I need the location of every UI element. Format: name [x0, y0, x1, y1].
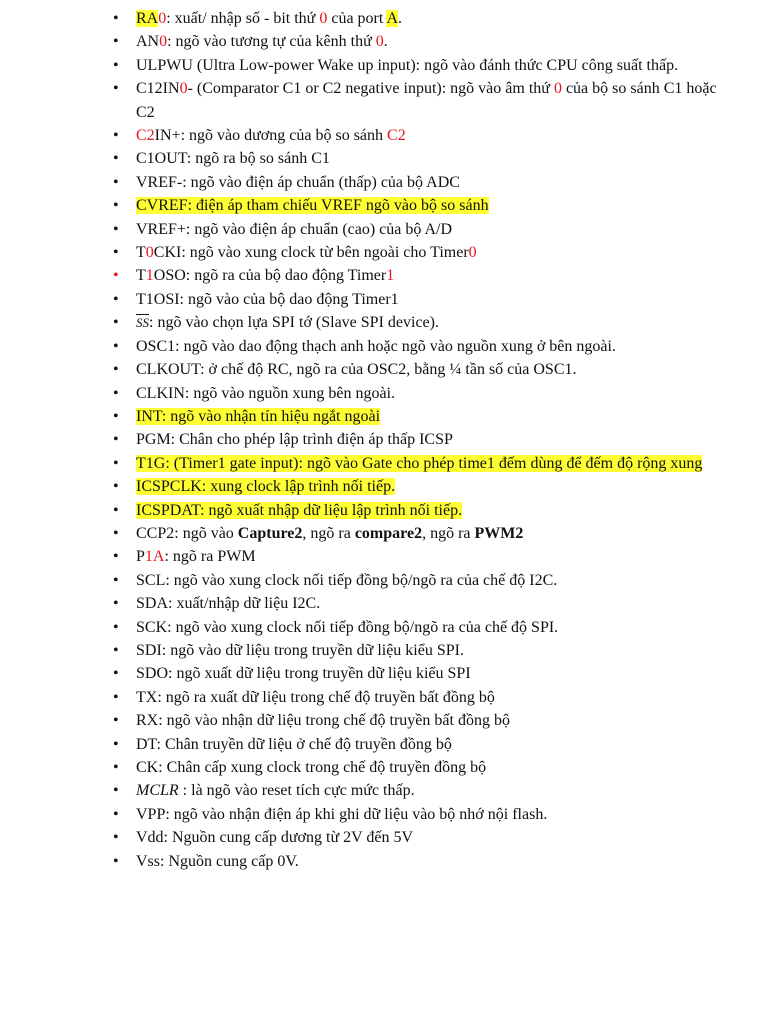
bullet-icon: • [113, 712, 119, 730]
list-item [0, 499, 768, 522]
list-item-text [136, 642, 464, 659]
list-item-text [136, 338, 616, 355]
text-run: 0 [468, 244, 477, 262]
bullet-icon: • [113, 384, 119, 402]
list-item [0, 709, 768, 732]
text-run: 0 [145, 244, 154, 262]
text-run: 0 [159, 33, 168, 51]
text-run: : là ngõ vào reset tích cực mức thấp. [178, 782, 415, 800]
list-item-text [136, 314, 439, 331]
list-item [0, 826, 768, 849]
list-item [0, 452, 768, 475]
text-run: PWM2 [474, 524, 524, 542]
text-run: : ngõ vào tương tự của kênh thứ [167, 33, 376, 51]
bullet-icon: • [113, 688, 119, 706]
text-run: của bộ so sánh C1 hoặc C2 [136, 80, 717, 121]
text-run: T1OSI: ngõ vào của bộ dao động Timer1 [136, 290, 399, 308]
bullet-icon: • [113, 127, 119, 145]
list-item-text [136, 174, 460, 191]
bullet-icon: • [113, 735, 119, 753]
list-item [0, 733, 768, 756]
bullet-icon: • [113, 33, 119, 51]
list-item [0, 30, 768, 53]
bullet-icon: • [113, 665, 119, 683]
list-item [0, 616, 768, 639]
bullet-icon: • [113, 431, 119, 449]
text-run: C2 [136, 127, 155, 145]
text-run: T [136, 267, 146, 285]
list-item [0, 7, 768, 30]
text-run: : ngõ ra PWM [164, 548, 256, 566]
bullet-icon: • [113, 501, 119, 519]
list-item [0, 779, 768, 802]
text-run: Capture2 [237, 524, 303, 542]
list-item [0, 662, 768, 685]
text-run: - (Comparator C1 or C2 negative input): ngõ vào âm thứ [187, 80, 554, 98]
list-item-text [136, 478, 395, 495]
bullet-icon: • [113, 361, 119, 379]
list-item-text [136, 689, 495, 706]
list-item [0, 77, 768, 124]
text-run: VPP: ngõ vào nhận điện áp khi ghi dữ liệu vào bộ nhớ nội flash. [136, 805, 548, 823]
text-run: CKI: ngõ vào xung clock từ bên ngoài cho Timer [153, 244, 469, 262]
text-run: ULPWU (Ultra Low-power Wake up input): ngõ vào đánh thức CPU công suất thấp. [136, 56, 679, 74]
text-run: AN [136, 33, 160, 51]
list-item [0, 850, 768, 873]
list-item-text [136, 455, 702, 472]
text-run: SDO: ngõ xuất dữ liệu trong truyền dữ liệu kiểu SPI [136, 665, 471, 683]
list-item-text [136, 595, 320, 612]
text-run: 0 [179, 80, 188, 98]
text-run: PGM: Chân cho phép lập trình điện áp thấp ICSP [136, 431, 453, 449]
text-run: DT: Chân truyền dữ liệu ở chế độ truyền đồng bộ [136, 735, 452, 753]
text-run: INT: ngõ vào nhận tín hiệu ngắt ngoài [136, 407, 381, 425]
text-run: của port [327, 10, 387, 27]
list-item-text [136, 408, 380, 425]
text-run: A [386, 10, 398, 27]
bullet-icon: • [113, 267, 119, 285]
list-item-text [136, 782, 415, 799]
text-run: $\overline{SS}$ [136, 315, 149, 331]
list-item-text [136, 736, 452, 753]
text-run: OSC1: ngõ vào dao động thạch anh hoặc ngõ vào nguồn xung ở bên ngoài. [136, 337, 616, 355]
text-run: R [136, 10, 147, 27]
list-item [0, 382, 768, 405]
list-item-text [136, 502, 462, 519]
list-item [0, 545, 768, 568]
list-item-text [136, 385, 395, 402]
text-run: : xuất/ nhập số - bit thứ [166, 10, 320, 27]
list-item-text [136, 361, 577, 378]
list-item [0, 147, 768, 170]
list-item [0, 358, 768, 381]
list-item [0, 592, 768, 615]
text-run: . [383, 33, 388, 51]
text-run: P [136, 548, 145, 566]
text-run: VREF+: ngõ vào điện áp chuẩn (cao) của bộ A/D [136, 220, 453, 238]
text-run: : ngõ vào chọn lựa SPI tớ (Slave SPI device). [149, 314, 439, 332]
bullet-icon: • [113, 407, 119, 425]
text-run: CCP2: ngõ vào [136, 524, 238, 542]
bullet-icon: • [113, 548, 119, 566]
list-item [0, 405, 768, 428]
list-item-text [136, 712, 510, 729]
text-run: SDI: ngõ vào dữ liệu trong truyền dữ liệu kiểu SPI. [136, 641, 464, 659]
list-item [0, 803, 768, 826]
text-run: 0 [553, 80, 562, 98]
text-run: , ngõ ra [422, 524, 475, 542]
list-item [0, 241, 768, 264]
bullet-icon: • [113, 759, 119, 776]
list-item-text [136, 150, 330, 167]
text-run: . [398, 10, 402, 27]
list-item-text [136, 80, 717, 120]
list-item [0, 311, 768, 334]
text-run: ICSPCLK: xung clock lập trình nối tiếp. [136, 478, 396, 496]
bullet-icon: • [113, 454, 119, 472]
bullet-icon: • [113, 805, 119, 823]
list-item-text [136, 127, 406, 144]
pin-function-list [0, 7, 768, 873]
bullet-icon: • [113, 290, 119, 308]
list-item-text [136, 806, 547, 823]
list-item-text [136, 10, 402, 27]
text-run: OSO: ngõ ra của bộ dao động Timer [153, 267, 387, 285]
text-run: 1A [144, 548, 165, 566]
list-item-text [136, 291, 399, 308]
text-run: TX: ngõ ra xuất dữ liệu trong chế độ truyền bất đồng bộ [136, 688, 495, 706]
bullet-icon: • [113, 197, 119, 215]
list-item-text [136, 431, 453, 448]
list-item-text [136, 267, 394, 284]
list-item [0, 335, 768, 358]
list-item-text [136, 221, 452, 238]
bullet-icon: • [113, 524, 119, 542]
list-item [0, 756, 768, 779]
list-item [0, 475, 768, 498]
bullet-icon: • [113, 478, 119, 496]
bullet-icon: • [113, 641, 119, 659]
text-run: 0 [158, 10, 167, 27]
text-run: T [136, 244, 146, 262]
bullet-icon: • [113, 56, 119, 74]
text-run: 0 [375, 33, 384, 51]
bullet-icon: • [113, 595, 119, 613]
list-item [0, 569, 768, 592]
text-run: SCL: ngõ vào xung clock nối tiếp đồng bộ/ngõ ra của chế độ I2C. [136, 571, 558, 589]
list-item [0, 194, 768, 217]
bullet-icon: • [113, 618, 119, 636]
text-run: IN+: ngõ vào dương của bộ so sánh [154, 127, 388, 145]
text-run: 0 [319, 10, 328, 27]
bullet-icon: • [113, 829, 119, 847]
text-run: C1OUT: ngõ ra bộ so sánh C1 [136, 150, 330, 168]
text-run: CLKIN: ngõ vào nguồn xung bên ngoài. [136, 384, 396, 402]
bullet-icon: • [113, 782, 119, 800]
list-item-text [136, 33, 388, 50]
text-run: SDA: xuất/nhập dữ liệu I2C. [136, 595, 321, 613]
list-item-text [136, 619, 558, 636]
list-item [0, 686, 768, 709]
text-run: CVREF: điện áp tham chiếu VREF ngõ vào bộ so sánh [136, 197, 489, 215]
bullet-icon: • [113, 244, 119, 262]
list-item [0, 522, 768, 545]
text-run: SCK: ngõ vào xung clock nối tiếp đồng bộ/ngõ ra của chế độ SPI. [136, 618, 559, 636]
list-item-text [136, 572, 557, 589]
text-run: , ngõ ra [302, 524, 355, 542]
bullet-icon: • [113, 314, 119, 332]
list-item-text [136, 548, 256, 565]
bullet-icon: • [113, 337, 119, 355]
list-item-text [136, 759, 486, 776]
list-item [0, 171, 768, 194]
bullet-icon: • [113, 150, 119, 168]
list-item-text [136, 853, 299, 870]
list-item [0, 218, 768, 241]
text-run: C2 [387, 127, 406, 145]
text-run: Vss: Nguồn cung cấp 0V. [136, 852, 299, 870]
text-run: MCLR [136, 782, 179, 800]
text-run: CK: Chân cấp xung clock trong chế độ truyền đồng bộ [136, 759, 487, 776]
bullet-icon: • [113, 80, 119, 98]
list-item [0, 264, 768, 287]
text-run: 1 [386, 267, 395, 285]
text-run: Vdd: Nguồn cung cấp dương từ 2V đến 5V [136, 829, 414, 847]
list-item-text [136, 665, 471, 682]
text-run: A [146, 10, 159, 27]
bullet-icon: • [113, 220, 119, 238]
list-item-text [136, 57, 678, 74]
list-item-text [136, 197, 489, 214]
text-run: 1 [145, 267, 154, 285]
list-item [0, 288, 768, 311]
text-run: compare2 [354, 524, 423, 542]
bullet-icon: • [113, 571, 119, 589]
bullet-icon: • [113, 173, 119, 191]
text-run: RX: ngõ vào nhận dữ liệu trong chế độ truyền bất đồng bộ [136, 712, 510, 730]
list-item [0, 428, 768, 451]
list-item [0, 54, 768, 77]
text-run: VREF-: ngõ vào điện áp chuẩn (thấp) của bộ ADC [136, 173, 460, 191]
list-item-text [136, 525, 523, 542]
text-run: CLKOUT: ở chế độ RC, ngõ ra của OSC2, bằng ¼ tần số của OSC1. [136, 361, 577, 379]
bullet-icon: • [113, 852, 119, 870]
list-item-text [136, 244, 477, 261]
text-run: ICSPDAT: ngõ xuất nhập dữ liệu lập trình nối tiếp. [136, 501, 463, 519]
bullet-icon: • [113, 10, 119, 27]
text-run: C12IN [136, 80, 180, 98]
text-run: T1G: (Timer1 gate input): ngõ vào Gate cho phép time1 đếm dùng để đếm độ rộng xung [136, 454, 703, 472]
list-item [0, 124, 768, 147]
list-item-text [136, 829, 413, 846]
list-item [0, 639, 768, 662]
